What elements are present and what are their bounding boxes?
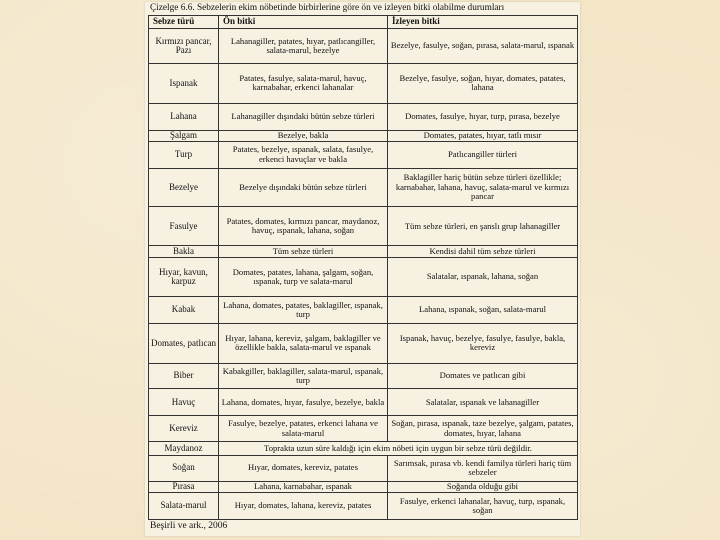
cell-following: Bezelye, fasulye, soğan, hıyar, domates, patates, lahana: [388, 64, 578, 103]
table-row: [149, 64, 578, 103]
cell-following: Sarımsak, pırasa vb. kendi familya türleri hariç tüm sebzeler: [388, 455, 578, 481]
cell-vegetable: Pırasa: [149, 481, 219, 492]
cell-vegetable: Bezelye: [149, 168, 219, 206]
cell-following: Ispanak, havuç, bezelye, fasulye, fasulye, bakla, kereviz: [388, 324, 578, 363]
cell-vegetable: Ispanak: [149, 64, 219, 103]
cell-following: Fasulye, erkenci lahanalar, havuç, turp, ıspanak, soğan: [388, 492, 578, 519]
cell-following: Lahana, ıspanak, soğan, salata-marul: [388, 297, 578, 324]
cell-following: Domates, patates, hıyar, tatlı mısır: [388, 130, 578, 141]
table-row: [149, 141, 578, 168]
cell-preceding: Fasulye, bezelye, patates, erkenci lahana ve salata-marul: [219, 416, 388, 442]
cell-preceding: Domates, patates, lahana, şalgam, soğan, ıspanak, turp ve salata-marul: [219, 257, 388, 296]
cell-preceding: Lahanagiller, patates, hıyar, patlıcangiller, salata-marul, bezelye: [219, 29, 388, 64]
table-row: [149, 389, 578, 416]
cell-vegetable: Turp: [149, 141, 219, 168]
cell-vegetable: Fasulye: [149, 207, 219, 246]
cell-preceding: Lahanagiller dışındaki bütün sebze türleri: [219, 103, 388, 130]
cell-preceding: Lahana, karnabahar, ıspanak: [219, 481, 388, 492]
table-row: [149, 130, 578, 141]
table-row: [149, 207, 578, 246]
table-row: [149, 442, 578, 455]
cell-vegetable: Maydanoz: [149, 442, 219, 455]
cell-vegetable: Havuç: [149, 389, 219, 416]
cell-preceding: Patates, fasulye, salata-marul, havuç, karnabahar, erkenci lahanalar: [219, 64, 388, 103]
cell-merged-note: Toprakta uzun süre kaldığı için ekim nöbeti için uygun bir sebze türü değildir.: [219, 442, 578, 455]
cell-following: Tüm sebze türleri, en şanslı grup lahanagiller: [388, 207, 578, 246]
table-row: [149, 103, 578, 130]
table-caption: Çizelge 6.6. Sebzelerin ekim nöbetinde birbirlerine göre ön ve izleyen bitki olabilme durumları: [150, 3, 505, 13]
header-vegetable: Sebze türü: [149, 16, 219, 29]
cell-preceding: Hıyar, domates, kereviz, patates: [219, 455, 388, 481]
cell-preceding: Patates, bezelye, ıspanak, salata, fasulye, erkenci havuçlar ve bakla: [219, 141, 388, 168]
cell-vegetable: Bakla: [149, 246, 219, 257]
cell-following: Domates ve patlıcan gibi: [388, 363, 578, 389]
cell-vegetable: Kabak: [149, 297, 219, 324]
table-row: [149, 416, 578, 442]
cell-following: Kendisi dahil tüm sebze türleri: [388, 246, 578, 257]
table-row: [149, 168, 578, 206]
cell-preceding: Kabakgiller, baklagiller, salata-marul, ıspanak, turp: [219, 363, 388, 389]
table-row: [149, 29, 578, 64]
cell-following: Salatalar, ıspanak ve lahanagiller: [388, 389, 578, 416]
cell-vegetable: Salata-marul: [149, 492, 219, 519]
crop-rotation-table: [148, 15, 578, 520]
table-row: [149, 257, 578, 296]
cell-following: Salatalar, ıspanak, lahana, soğan: [388, 257, 578, 296]
cell-vegetable: Kereviz: [149, 416, 219, 442]
cell-preceding: Lahana, domates, hıyar, fasulye, bezelye, bakla: [219, 389, 388, 416]
header-preceding: Ön bitki: [219, 16, 388, 29]
cell-vegetable: Kırmızı pancar, Pazı: [149, 29, 219, 64]
cell-preceding: Patates, domates, kırmızı pancar, maydanoz, havuç, ıspanak, lahana, soğan: [219, 207, 388, 246]
cell-preceding: Hıyar, domates, lahana, kereviz, patates: [219, 492, 388, 519]
cell-following: Domates, fasulye, hıyar, turp, pırasa, bezelye: [388, 103, 578, 130]
table-row: [149, 297, 578, 324]
cell-following: Patlıcangiller türleri: [388, 141, 578, 168]
table-row: [149, 246, 578, 257]
cell-vegetable: Lahana: [149, 103, 219, 130]
table-row: [149, 492, 578, 519]
table-row: [149, 363, 578, 389]
cell-preceding: Bezelye dışındaki bütün sebze türleri: [219, 168, 388, 206]
cell-vegetable: Biber: [149, 363, 219, 389]
header-following: İzleyen bitki: [388, 16, 578, 29]
cell-vegetable: Şalgam: [149, 130, 219, 141]
cell-following: Soğanda olduğu gibi: [388, 481, 578, 492]
cell-preceding: Hıyar, lahana, kereviz, şalgam, baklagiller ve özellikle bakla, salata-marul ve ıspanak: [219, 324, 388, 363]
cell-following: Baklagiller hariç bütün sebze türleri özellikle; karnabahar, lahana, havuç, salata-marul ve kırmızı pancar: [388, 168, 578, 206]
cell-vegetable: Hıyar, kavun, karpuz: [149, 257, 219, 296]
cell-preceding: Tüm sebze türleri: [219, 246, 388, 257]
cell-preceding: Lahana, domates, patates, baklagiller, ıspanak, turp: [219, 297, 388, 324]
table-row: [149, 481, 578, 492]
cell-preceding: Bezelye, bakla: [219, 130, 388, 141]
cell-vegetable: Soğan: [149, 455, 219, 481]
table-row: [149, 324, 578, 363]
cell-vegetable: Domates, patlıcan: [149, 324, 219, 363]
cell-following: Bezelye, fasulye, soğan, pırasa, salata-marul, ıspanak: [388, 29, 578, 64]
table-row: [149, 455, 578, 481]
source-citation: Beşirli ve ark., 2006: [150, 521, 228, 531]
table-header-row: [149, 16, 578, 29]
cell-following: Soğan, pırasa, ıspanak, taze bezelye, şalgam, patates, domates, hıyar, lahana: [388, 416, 578, 442]
